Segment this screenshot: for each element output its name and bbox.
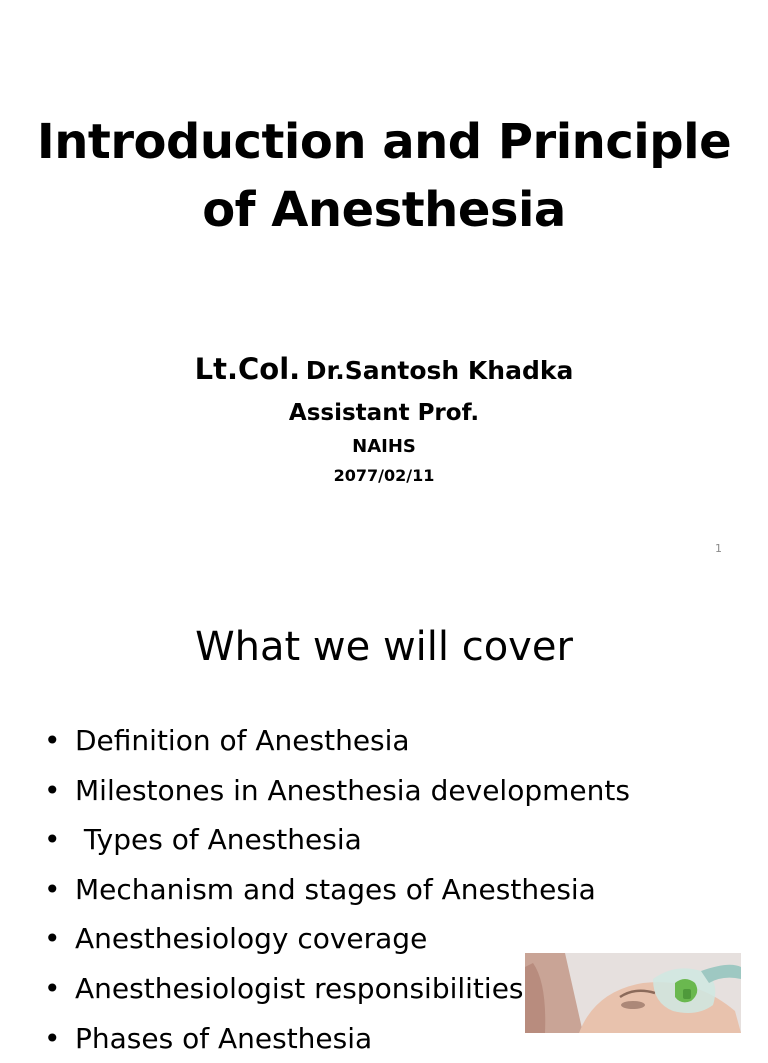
slide-overview xyxy=(0,576,768,1055)
overview-title: What we will cover xyxy=(195,624,573,670)
title-line-2: of Anesthesia xyxy=(202,182,566,238)
topic-item: • Anesthesiology coverage xyxy=(44,914,630,964)
author-role: Assistant Prof. xyxy=(288,400,480,426)
presentation-date: 2077/02/11 xyxy=(333,466,435,485)
topic-item: • Anesthesiologist responsibilities xyxy=(44,964,630,1014)
topic-item: • Definition of Anesthesia xyxy=(44,716,630,766)
presentation-title xyxy=(0,108,768,244)
topic-item: • Mechanism and stages of Anesthesia xyxy=(44,865,630,915)
anesthesia-mask-patient-photo xyxy=(525,953,741,1033)
page-number: 1 xyxy=(715,542,722,555)
author-name: Dr.Santosh Khadka xyxy=(305,356,574,385)
author-organization: NAIHS xyxy=(352,436,416,457)
title-line-1: Introduction and Principle xyxy=(36,114,732,170)
author-line xyxy=(0,352,768,386)
topic-item: • Types of Anesthesia xyxy=(44,815,630,865)
photo-illustration xyxy=(525,953,741,1033)
topic-item: • Phases of Anesthesia xyxy=(44,1014,630,1063)
author-rank: Lt.Col. xyxy=(194,352,301,386)
topic-item: • Milestones in Anesthesia developments xyxy=(44,766,630,816)
